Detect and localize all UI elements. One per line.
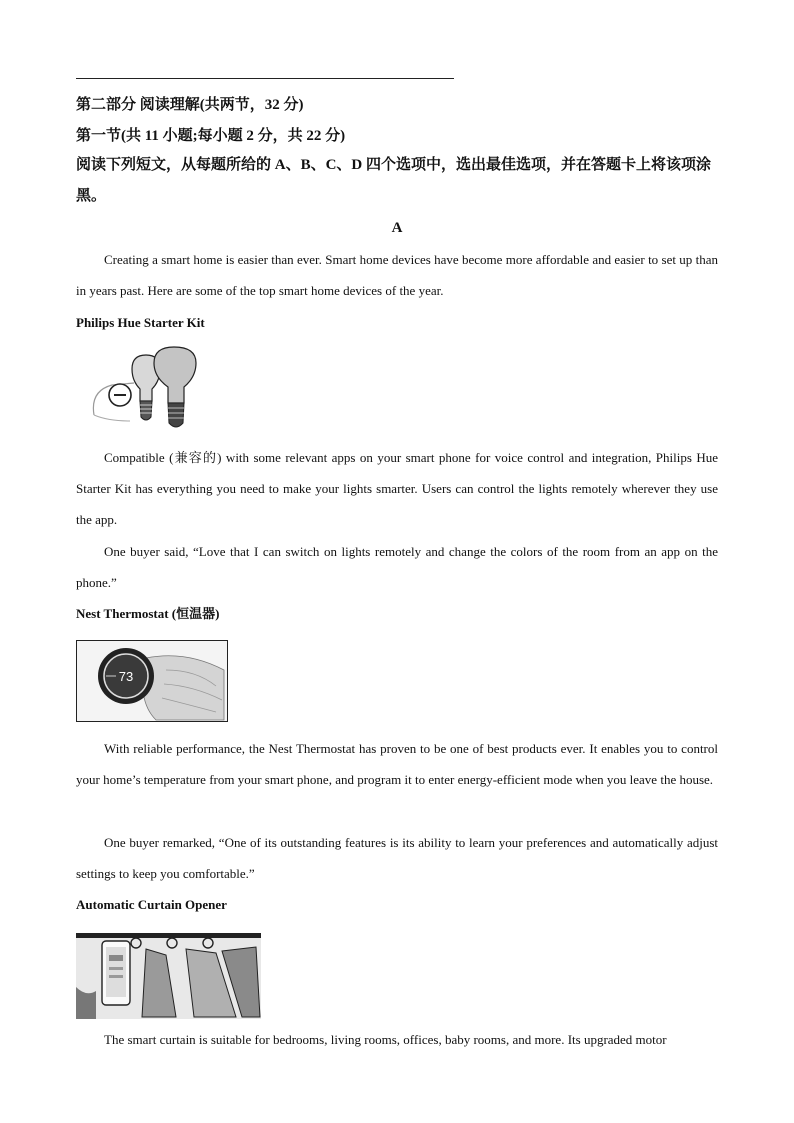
instructions: 阅读下列短文，从每题所给的 A、B、C、D 四个选项中，选出最佳选项，并在答题卡上将该项涂黑。 xyxy=(76,157,712,204)
product-title-philips: Philips Hue Starter Kit xyxy=(76,315,205,330)
thermostat-display: 73 xyxy=(118,669,134,684)
thermostat-image xyxy=(76,640,228,722)
light-bulbs-image xyxy=(90,343,202,433)
philips-description: Compatible (兼容的) with some relevant apps on your smart phone for voice control and integration, Philips Hue Starter Kit has everything you need to make your lights smarter. Users can control the lights remotely wherever they use the app. xyxy=(76,450,718,527)
curtain-image xyxy=(76,927,261,1019)
passage-label: A xyxy=(391,220,403,236)
nest-review: One buyer remarked, “One of its outstanding features is its ability to learn your preferences and automatically adjust settings to keep you comfortable.” xyxy=(76,835,718,881)
section-heading: 第一节(共 11 小题;每小题 2 分，共 22 分) xyxy=(76,128,346,144)
intro-paragraph: Creating a smart home is easier than ever. Smart home devices have become more affordable and easier to set up than in years past. Here are some of the top smart home devices of the year. xyxy=(76,252,718,298)
product-title-curtain: Automatic Curtain Opener xyxy=(76,897,227,912)
curtain-description: The smart curtain is suitable for bedrooms, living rooms, offices, baby rooms, and more. Its upgraded motor xyxy=(104,1032,667,1047)
nest-description: With reliable performance, the Nest Thermostat has proven to be one of best products ever. It enables you to control your home’s temperature from your smart phone, and program it to enter energy-efficient mode when you leave the house. xyxy=(76,741,718,787)
product-title-nest: Nest Thermostat (恒温器) xyxy=(76,606,220,621)
top-rule xyxy=(76,78,454,79)
part-heading: 第二部分 阅读理解(共两节，32 分) xyxy=(76,97,304,113)
philips-review: One buyer said, “Love that I can switch on lights remotely and change the colors of the room from an app on the phone.” xyxy=(76,544,718,590)
